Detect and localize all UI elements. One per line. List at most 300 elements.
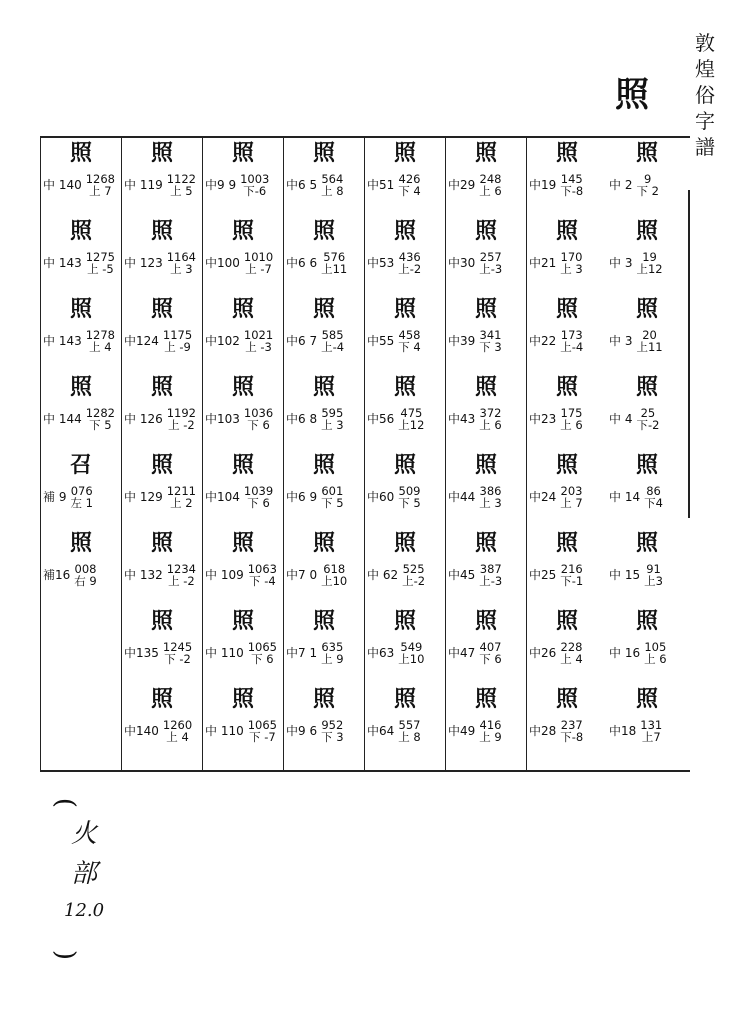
table-column [283, 137, 365, 770]
glyph-character: 照 [555, 530, 579, 556]
source-code: 中7 0 [286, 567, 318, 582]
glyph-character: 照 [150, 218, 174, 244]
source-reference [527, 485, 608, 509]
location-number: 341 [479, 328, 502, 342]
glyph-character: 照 [393, 218, 417, 244]
location-number: 248 [479, 172, 502, 186]
glyph-entry [284, 683, 365, 761]
glyph-character: 照 [312, 452, 336, 478]
glyph-character: 照 [555, 452, 579, 478]
source-reference [607, 329, 688, 353]
location [86, 407, 115, 431]
location-line: 下 4 [398, 184, 421, 198]
location-line: 下4 [644, 496, 663, 510]
location-line: 上 -3 [245, 340, 272, 354]
location-number: 436 [398, 250, 421, 264]
location [70, 485, 92, 509]
location [167, 173, 196, 197]
location [640, 719, 662, 743]
glyph-character: 照 [312, 296, 336, 322]
radical-note [64, 814, 104, 922]
location-number: 509 [398, 484, 421, 498]
glyph-character: 照 [393, 452, 417, 478]
location [163, 641, 192, 665]
glyph-character: 照 [635, 218, 659, 244]
glyph-character: 照 [635, 530, 659, 556]
location [479, 485, 501, 509]
glyph-character: 照 [393, 608, 417, 634]
source-code: 中26 [529, 645, 557, 660]
source-code: 中18 [609, 723, 637, 738]
glyph-character: 照 [150, 374, 174, 400]
glyph-entry [284, 605, 365, 683]
glyph-character: 照 [150, 530, 174, 556]
glyph-entry [446, 137, 527, 215]
source-reference [607, 173, 688, 197]
location-line: 上 -9 [164, 340, 191, 354]
source-code: 中 2 [609, 177, 633, 192]
source-reference [527, 641, 608, 665]
glyph-character: 照 [150, 452, 174, 478]
location-number: 9 [644, 172, 652, 186]
location-line: 下 6 [247, 418, 270, 432]
location [244, 407, 273, 431]
location-line: 上 -2 [168, 574, 195, 588]
glyph-entry [122, 137, 203, 215]
location-number: 387 [479, 562, 502, 576]
glyph-character: 照 [393, 374, 417, 400]
glyph-entry [527, 449, 608, 527]
location-number: 576 [323, 250, 346, 264]
source-code: 中47 [448, 645, 476, 660]
location [163, 719, 192, 743]
location [163, 329, 192, 353]
location [636, 251, 662, 275]
source-code: 中25 [529, 567, 557, 582]
glyph-entry [203, 449, 284, 527]
source-code: 中22 [529, 333, 557, 348]
location-number: 952 [321, 718, 344, 732]
glyph-character: 召 [69, 452, 93, 478]
location-number: 635 [321, 640, 344, 654]
glyph-character: 照 [393, 296, 417, 322]
location-number: 076 [70, 484, 93, 498]
glyph-character: 照 [231, 140, 255, 166]
location-line: 上10 [398, 652, 425, 666]
location [167, 251, 196, 275]
location-number: 008 [74, 562, 97, 576]
source-reference [365, 329, 446, 353]
source-code: 中6 7 [286, 333, 318, 348]
location-number: 1021 [243, 328, 274, 342]
source-reference [41, 407, 122, 431]
location-number: 131 [640, 718, 663, 732]
source-reference [365, 173, 446, 197]
location [398, 407, 424, 431]
source-code: 中 123 [124, 255, 163, 270]
location [644, 485, 663, 509]
source-reference [284, 563, 365, 587]
location-number: 1282 [85, 406, 116, 420]
location [244, 251, 273, 275]
source-reference [284, 719, 365, 743]
source-code: 中43 [448, 411, 476, 426]
glyph-entry [607, 449, 688, 527]
source-code: 中 140 [43, 177, 82, 192]
glyph-entry [41, 293, 122, 371]
location-line: 上 7 [560, 496, 583, 510]
source-code: 中 143 [43, 333, 82, 348]
glyph-entry [527, 215, 608, 293]
glyph-entry [527, 605, 608, 683]
location-line: 下-8 [560, 730, 584, 744]
location-number: 372 [479, 406, 502, 420]
glyph-entry [41, 371, 122, 449]
source-reference [284, 173, 365, 197]
location [402, 563, 425, 587]
source-reference [446, 173, 527, 197]
glyph-character: 照 [231, 530, 255, 556]
source-code: 中 119 [124, 177, 163, 192]
location-line: 上-2 [398, 262, 422, 276]
source-code: 中6 8 [286, 411, 318, 426]
table-column [202, 137, 284, 770]
location-line: 上 3 [560, 262, 583, 276]
source-reference [365, 563, 446, 587]
location-number: 1003 [240, 172, 270, 186]
glyph-entry [41, 527, 122, 605]
glyph-entry [365, 527, 446, 605]
book-title-char: 俗 [695, 83, 715, 107]
location-line: 下 -4 [249, 574, 276, 588]
table-column [445, 137, 527, 770]
location-line: 上 7 [89, 184, 112, 198]
table-column [526, 137, 608, 770]
glyph-entry [446, 605, 527, 683]
glyph-entry [122, 215, 203, 293]
glyph-character: 照 [635, 608, 659, 634]
source-code: 中 14 [609, 489, 641, 504]
location-number: 426 [398, 172, 421, 186]
location-line: 上 -5 [87, 262, 114, 276]
location [398, 329, 420, 353]
glyph-entry [527, 293, 608, 371]
location [398, 485, 420, 509]
glyph-entry [203, 137, 284, 215]
location-number: 585 [321, 328, 344, 342]
glyph-entry [41, 215, 122, 293]
source-reference [365, 641, 446, 665]
source-code: 中45 [448, 567, 476, 582]
location-number: 1275 [85, 250, 116, 264]
source-code: 中51 [367, 177, 395, 192]
heading-character: 照 [615, 75, 649, 115]
glyph-character: 照 [150, 608, 174, 634]
glyph-character: 照 [69, 140, 93, 166]
source-code: 中 15 [609, 567, 641, 582]
location-line: 下 5 [398, 496, 421, 510]
location-number: 557 [398, 718, 421, 732]
location [248, 563, 277, 587]
location-number: 595 [321, 406, 344, 420]
location-line: 上 9 [479, 730, 502, 744]
margin-note [50, 788, 105, 978]
location-number: 1175 [162, 328, 193, 342]
source-code: 中63 [367, 645, 395, 660]
glyph-entry [203, 527, 284, 605]
source-code: 中6 5 [286, 177, 318, 192]
source-code: 中 3 [609, 333, 633, 348]
source-reference [446, 251, 527, 275]
source-reference [203, 407, 284, 431]
location-line: 上 8 [321, 184, 344, 198]
location [479, 173, 501, 197]
source-code: 中102 [205, 333, 240, 348]
glyph-entry [365, 449, 446, 527]
source-code: 中28 [529, 723, 557, 738]
glyph-character: 照 [231, 608, 255, 634]
source-reference [607, 251, 688, 275]
location-line: 上 2 [170, 496, 193, 510]
glyph-entry [365, 215, 446, 293]
location [86, 173, 115, 197]
location [398, 641, 424, 665]
source-code: 中124 [124, 333, 159, 348]
source-code: 中 129 [124, 489, 163, 504]
glyph-character: 照 [635, 452, 659, 478]
location-line: 下 3 [479, 340, 502, 354]
location-number: 1010 [243, 250, 274, 264]
glyph-character: 照 [555, 140, 579, 166]
location-line: 下 -7 [249, 730, 276, 744]
location-line: 下 5 [89, 418, 112, 432]
glyph-entry [607, 371, 688, 449]
glyph-entry [203, 371, 284, 449]
location-number: 618 [323, 562, 346, 576]
location [479, 251, 502, 275]
location-number: 237 [560, 718, 583, 732]
location-line: 上3 [644, 574, 663, 588]
glyph-character: 照 [555, 608, 579, 634]
source-reference [41, 173, 122, 197]
location-number: 19 [642, 250, 657, 264]
location [398, 173, 420, 197]
source-code: 中140 [124, 723, 159, 738]
location-number: 1164 [166, 250, 197, 264]
source-reference [284, 329, 365, 353]
glyph-entry [446, 449, 527, 527]
glyph-character: 照 [69, 296, 93, 322]
location-number: 1278 [85, 328, 116, 342]
location-line: 上-4 [321, 340, 345, 354]
glyph-entry [365, 293, 446, 371]
source-code: 補 9 [43, 489, 67, 504]
source-reference [41, 251, 122, 275]
glyph-entry [607, 605, 688, 683]
glyph-entry [607, 215, 688, 293]
location [644, 641, 666, 665]
glyph-character: 照 [635, 140, 659, 166]
location [479, 719, 501, 743]
glyph-entry [365, 137, 446, 215]
location-line: 上 6 [479, 418, 502, 432]
source-reference [41, 485, 122, 509]
source-code: 中9 9 [205, 177, 237, 192]
location-number: 1065 [247, 718, 278, 732]
location-number: 458 [398, 328, 421, 342]
source-code: 中60 [367, 489, 395, 504]
glyph-character: 照 [231, 296, 255, 322]
glyph-character: 照 [555, 218, 579, 244]
source-reference [122, 251, 203, 275]
glyph-character: 照 [312, 686, 336, 712]
location-line: 上 6 [644, 652, 667, 666]
glyph-entry [607, 293, 688, 371]
source-code: 中 3 [609, 255, 633, 270]
glyph-entry [203, 683, 284, 761]
glyph-entry [607, 527, 688, 605]
location-line: 下 2 [636, 184, 659, 198]
location-number: 86 [646, 484, 661, 498]
source-reference [527, 329, 608, 353]
glyph-entry [446, 215, 527, 293]
location-number: 1260 [162, 718, 193, 732]
source-reference [122, 563, 203, 587]
source-reference [41, 563, 122, 587]
character-table [40, 137, 689, 770]
glyph-entry [527, 137, 608, 215]
glyph-entry [284, 137, 365, 215]
source-code: 中 4 [609, 411, 633, 426]
source-reference [203, 719, 284, 743]
glyph-entry [365, 683, 446, 761]
location-line: 上 6 [479, 184, 502, 198]
glyph-entry [446, 293, 527, 371]
location-line: 上 9 [321, 652, 344, 666]
location [479, 329, 501, 353]
location [636, 173, 658, 197]
location-number: 407 [479, 640, 502, 654]
source-reference [527, 719, 608, 743]
location-line: 上-3 [479, 574, 503, 588]
source-code: 中 132 [124, 567, 163, 582]
source-reference [203, 563, 284, 587]
table-column [364, 137, 446, 770]
location-line: 上11 [636, 340, 663, 354]
location-line: 上10 [321, 574, 348, 588]
glyph-character: 照 [474, 452, 498, 478]
location [167, 485, 196, 509]
location [398, 719, 420, 743]
location [321, 719, 343, 743]
location-line: 下 6 [479, 652, 502, 666]
location [248, 641, 277, 665]
location [560, 719, 583, 743]
location [560, 485, 582, 509]
glyph-entry [122, 683, 203, 761]
glyph-character: 照 [150, 140, 174, 166]
glyph-entry [284, 449, 365, 527]
location-line: 上 5 [170, 184, 193, 198]
source-reference [122, 407, 203, 431]
location [321, 485, 343, 509]
location [479, 563, 502, 587]
glyph-character: 照 [231, 452, 255, 478]
glyph-entry [365, 605, 446, 683]
source-reference [122, 485, 203, 509]
location-line: 下 6 [247, 496, 270, 510]
book-title-char: 敦 [695, 31, 715, 55]
source-reference [446, 563, 527, 587]
source-reference [446, 719, 527, 743]
location-number: 1036 [243, 406, 274, 420]
source-code: 中23 [529, 411, 557, 426]
glyph-character: 照 [231, 686, 255, 712]
location-line: 上 3 [479, 496, 502, 510]
location [560, 641, 582, 665]
location-number: 1065 [247, 640, 278, 654]
location [86, 329, 115, 353]
source-code: 中29 [448, 177, 476, 192]
source-code: 中 110 [205, 645, 244, 660]
location-line: 下 3 [321, 730, 344, 744]
source-reference [203, 251, 284, 275]
glyph-character: 照 [393, 140, 417, 166]
location-number: 386 [479, 484, 502, 498]
location [644, 563, 663, 587]
glyph-entry [122, 449, 203, 527]
source-code: 中24 [529, 489, 557, 504]
source-code: 中9 6 [286, 723, 318, 738]
source-reference [122, 329, 203, 353]
location-number: 257 [479, 250, 502, 264]
book-title-char: 字 [695, 109, 715, 133]
glyph-character: 照 [474, 296, 498, 322]
location-number: 1063 [247, 562, 278, 576]
source-reference [607, 641, 688, 665]
source-code: 中 144 [43, 411, 82, 426]
glyph-entry [446, 683, 527, 761]
source-reference [203, 173, 284, 197]
location-line: 下 4 [398, 340, 421, 354]
source-reference [284, 641, 365, 665]
location-line: 下-1 [560, 574, 584, 588]
source-code: 中6 6 [286, 255, 318, 270]
source-reference [365, 719, 446, 743]
location-number: 564 [321, 172, 344, 186]
location-number: 203 [560, 484, 583, 498]
glyph-entry [284, 293, 365, 371]
glyph-entry [122, 527, 203, 605]
glyph-character: 照 [231, 374, 255, 400]
source-reference [607, 563, 688, 587]
source-reference [284, 485, 365, 509]
location-line: 下-8 [560, 184, 584, 198]
location-number: 549 [400, 640, 423, 654]
glyph-character: 照 [69, 530, 93, 556]
table-column [607, 137, 688, 770]
glyph-character: 照 [312, 374, 336, 400]
location-line: 下-6 [243, 184, 267, 198]
source-code: 中30 [448, 255, 476, 270]
location-line: 上 4 [166, 730, 189, 744]
location-line: 上7 [641, 730, 661, 744]
radical-char-1: 火 [71, 819, 98, 849]
glyph-character: 照 [555, 374, 579, 400]
source-reference [365, 407, 446, 431]
source-code: 中44 [448, 489, 476, 504]
location [240, 173, 269, 197]
